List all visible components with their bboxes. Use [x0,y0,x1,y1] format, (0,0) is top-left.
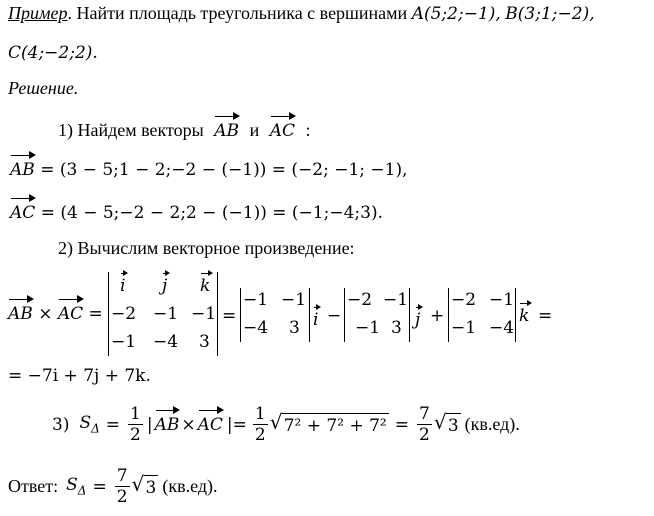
answer-eq: = [92,476,107,497]
cross-lhs [8,304,103,324]
minor-cell: −1 [383,290,409,310]
step3-units: (кв.ед). [464,414,520,434]
plus-sign: + [430,306,445,326]
result-line: = −7i + 7j + 7k. [8,366,151,386]
minor-cell: 3 [289,318,300,338]
step1-vector-ac: AC [269,121,295,141]
det-cell: −4 [153,332,179,352]
answer-line [8,466,218,507]
minor-cell: −1 [281,290,307,310]
det-unit-i: i [120,276,126,296]
minor-cell: −2 [347,290,373,310]
det-cell: 3 [199,332,210,352]
det-cell: −1 [191,304,217,324]
step2-text: 2) Вычислим векторное произведение: [58,238,355,258]
determinant-3x3 [108,272,218,356]
cross-vector-ac: AC [57,304,84,324]
step3-label: 3) [52,414,70,435]
eq-ab-line [10,160,408,180]
step1-line [58,120,311,141]
step2-line [58,238,355,259]
step3-eq-2: = [394,414,409,435]
cross-end-eq: = [538,306,553,326]
step3-fraction: $\frac{1}{2}$ [130,404,141,445]
vertex-a: A(5;2;−1), [411,4,501,24]
minor-3 [448,288,516,342]
intro-line: Пример. Найти площадь треугольника с вершинами A(5;2;−1), B(3;1;−2), [8,3,595,24]
intro-text: Найти площадь треугольника с вершинами [76,3,408,23]
answer-fraction: $\frac{7}{2}$ [116,466,128,507]
step3-line [52,404,520,445]
step1-vector-ab: AB [214,121,240,141]
eq-ac-vector: AC [10,203,36,223]
abs-open: | [146,414,153,435]
minor-1 [240,288,310,342]
step1-conj: и [249,120,260,140]
step3-vector-ab: AB [154,414,180,435]
answer-area: $S_\Delta$ [66,475,87,498]
cross-eq-2: = [222,306,237,326]
minor-cell: 3 [391,318,402,338]
eq-ab-expr: = (3 − 5;1 − 2;−2 − (−1)) = (−2; −1; −1), [40,160,408,180]
step3-fraction-3: $\frac{7}{2}$ [418,404,430,445]
det-cell: −2 [111,304,137,324]
abs-close: |= [226,414,247,435]
answer-sqrt: √ 3 [132,475,159,498]
vertex-c: C(4;−2;2). [8,43,98,63]
step1-text: 1) Найдем векторы [58,120,204,140]
minor-cell: −1 [451,318,477,338]
unit-k: k [519,306,530,326]
vertex-b: B(3;1;−2), [505,4,595,24]
cross-times: × [38,304,53,324]
det-unit-k: k [200,276,211,296]
eq-ac-line [10,203,383,223]
eq-ab-vector: AB [10,160,35,180]
minor-cell: −2 [451,290,477,310]
answer-label: Ответ: [8,476,59,496]
step3-vector-ac: AC [197,414,223,435]
solution-label: Решение. [8,78,79,98]
step3-sqrt-3: √ 3 [434,413,461,436]
minor-cell: −4 [489,318,515,338]
cross-eq: = [88,304,103,324]
minor-cell: −1 [243,290,269,310]
step3-fraction-2: $\frac{1}{2}$ [254,404,266,445]
minor-cell: −1 [489,290,515,310]
minor-cell: −1 [355,318,381,338]
minor-2 [344,288,410,342]
minus-sign: − [327,306,342,326]
minor-cell: −4 [243,318,269,338]
det-unit-j: j [162,276,168,296]
unit-j: j [415,310,421,330]
step3-area: $S_\Delta$ [79,413,100,436]
unit-i: i [313,310,319,330]
det-cell: −1 [111,332,137,352]
step3-sqrt: √ 7² + 7² + 7² [270,413,389,436]
step3-eq: = [105,414,121,435]
example-label: Пример [8,3,68,23]
answer-units: (кв.ед). [162,476,218,496]
det-cell: −1 [153,304,179,324]
eq-ac-expr: = (4 − 5;−2 − 2;2 − (−1)) = (−1;−4;3). [40,203,383,223]
cross-vector-ab: AB [8,304,33,324]
step3-times: × [181,414,196,435]
step1-colon: : [305,120,311,140]
intro-line-2 [8,42,98,63]
